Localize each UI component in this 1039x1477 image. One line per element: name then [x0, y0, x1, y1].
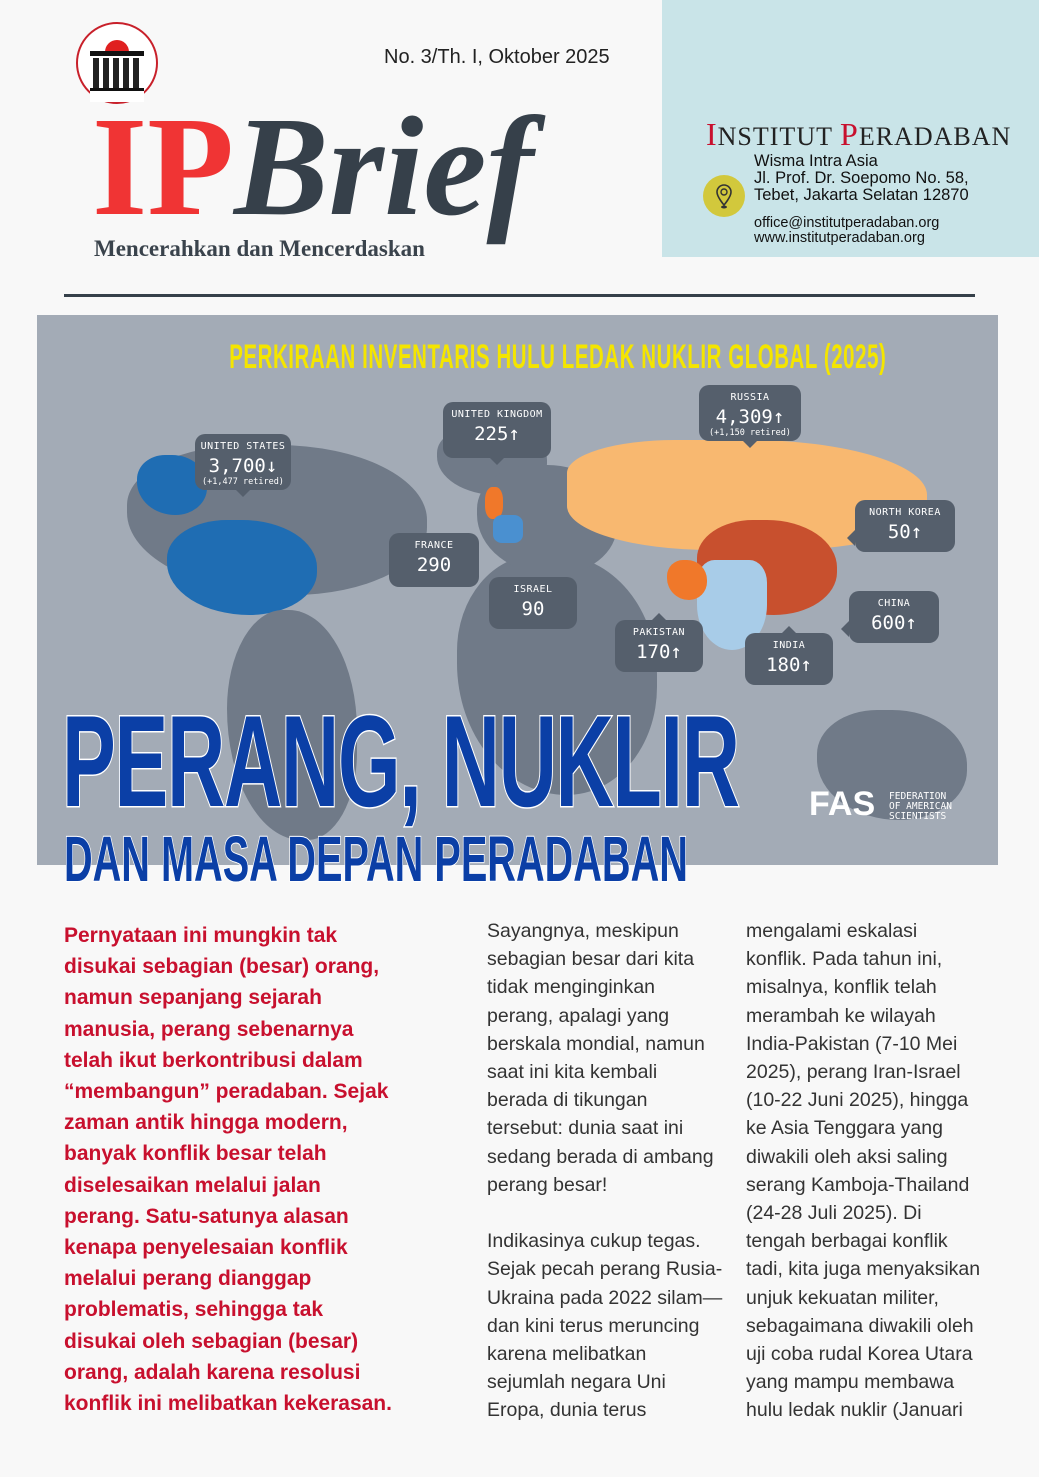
text-line: perang, apalagi yang	[487, 1004, 670, 1027]
text-line: Pernyataan ini mungkin tak	[64, 924, 338, 947]
text-line: diselesaikan melalui jalan	[64, 1173, 321, 1197]
text-line: problematis, sehingga tak	[64, 1298, 324, 1322]
text-line: hulu ledak nuklir (Januari	[746, 1399, 963, 1422]
callout-pakistan: PAKISTAN 170↑	[615, 620, 703, 672]
text-line: yang mampu membawa	[746, 1371, 955, 1394]
text-line: berada di tikungan	[487, 1089, 648, 1112]
fas-logo: FAS	[809, 785, 876, 823]
text-line	[487, 1199, 722, 1227]
ipbrief-masthead: IPBrief	[92, 87, 534, 245]
issue-number: No. 3/Th. I, Oktober 2025	[384, 46, 610, 68]
callout-north-korea: NORTH KOREA 50↑	[855, 500, 955, 552]
text-line: sebagian besar dari kita	[487, 948, 695, 971]
text-line: sebagaimana diwakili oleh	[746, 1314, 974, 1337]
text-line: telah ikut berkontribusi dalam	[64, 1048, 363, 1072]
text-line: “membangun” peradaban. Sejak	[64, 1080, 389, 1104]
callout-russia: RUSSIA 4,309↑ (+1,150 retired)	[699, 385, 801, 441]
callout-united-kingdom: UNITED KINGDOM 225↑	[443, 402, 551, 458]
institute-contact	[754, 216, 939, 246]
text-line: tadi, kita juga menyaksikan	[746, 1258, 981, 1281]
website-link[interactable]: www.institutperadaban.org	[754, 230, 925, 246]
text-line: Sayangnya, meskipun	[487, 920, 679, 942]
text-line: merambah ke wilayah	[746, 1004, 936, 1027]
land-france	[493, 515, 523, 543]
text-line: namun sepanjang sejarah	[64, 986, 322, 1010]
land-united-states	[167, 520, 317, 615]
lead-paragraph	[64, 920, 392, 1419]
text-line: Eropa, dunia terus	[487, 1399, 647, 1422]
text-line: zaman antik hingga modern,	[64, 1111, 348, 1135]
text-line: tidak menginginkan	[487, 976, 656, 999]
text-line: Indikasinya cukup tegas.	[487, 1230, 701, 1253]
body-column-3	[746, 917, 980, 1425]
text-line: 2025), perang Iran-Israel	[746, 1061, 961, 1084]
text-line: (24-28 Juli 2025). Di	[746, 1202, 922, 1225]
text-line: ke Asia Tenggara yang	[746, 1117, 943, 1140]
text-line: banyak konflik besar telah	[64, 1142, 327, 1166]
text-line: melalui perang dianggap	[64, 1267, 312, 1291]
text-line: Ukraina pada 2022 silam—	[487, 1286, 723, 1309]
callout-israel: ISRAEL 90	[489, 577, 577, 629]
text-line: serang Kamboja-Thailand	[746, 1173, 970, 1196]
headline: PERANG, NUKLIR	[62, 688, 739, 834]
body-column-2	[487, 917, 722, 1425]
map-title: PERKIRAAN INVENTARIS HULU LEDAK NUKLIR GLOBAL (2025)	[229, 338, 887, 376]
callout-china: CHINA 600↑	[849, 591, 939, 643]
text-line: disukai oleh sebagian (besar)	[64, 1329, 359, 1353]
text-line: berskala mondial, namun	[487, 1032, 705, 1055]
land-pakistan	[667, 560, 707, 600]
text-line: sejumlah negara Uni	[487, 1371, 666, 1394]
text-line: mengalami eskalasi	[746, 920, 918, 942]
text-line: Sejak pecah perang Rusia-	[487, 1258, 723, 1281]
text-line: uji coba rudal Korea Utara	[746, 1343, 973, 1366]
subheadline: DAN MASA DEPAN PERADABAN	[64, 823, 688, 895]
text-line: karena melibatkan	[487, 1343, 647, 1366]
fas-name: FEDERATION OF AMERICAN SCIENTISTS	[889, 791, 952, 822]
text-line: orang, adalah karena resolusi	[64, 1360, 361, 1384]
tagline: Mencerahkan dan Mencerdaskan	[94, 236, 425, 261]
institute-name: INSTITUT PERADABAN	[706, 116, 1012, 152]
institute-address: Wisma Intra Asia Jl. Prof. Dr. Soepomo No. 58, Tebet, Jakarta Selatan 12870	[754, 152, 969, 204]
text-line: tersebut: dunia saat ini	[487, 1117, 684, 1140]
text-line: diwakili oleh aksi saling	[746, 1145, 948, 1168]
text-line: perang besar!	[487, 1173, 608, 1196]
text-line: India-Pakistan (7-10 Mei	[746, 1032, 958, 1055]
text-line: saat ini kita kembali	[487, 1061, 658, 1084]
text-line: tengah berbagai konflik	[746, 1230, 948, 1253]
text-line: disukai sebagian (besar) orang,	[64, 955, 380, 979]
text-line: unjuk kekuatan militer,	[746, 1286, 939, 1309]
text-line: perang. Satu-satunya alasan	[64, 1204, 349, 1228]
callout-united-states: UNITED STATES 3,700↓ (+1,477 retired)	[195, 434, 291, 490]
text-line: sedang berada di ambang	[487, 1145, 714, 1168]
text-line: kenapa penyelesaian konflik	[64, 1236, 348, 1260]
text-line: konflik. Pada tahun ini,	[746, 948, 943, 971]
location-pin-icon	[703, 175, 745, 217]
callout-india: INDIA 180↑	[745, 633, 833, 685]
header-divider	[64, 294, 975, 297]
text-line: dan kini terus meruncing	[487, 1314, 700, 1337]
text-line: konflik ini melibatkan kekerasan.	[64, 1392, 392, 1416]
callout-france: FRANCE 290	[389, 533, 479, 587]
text-line: misalnya, konflik telah	[746, 976, 937, 999]
text-line: (10-22 Juni 2025), hingga	[746, 1089, 969, 1112]
email-link[interactable]: office@institutperadaban.org	[754, 215, 940, 231]
text-line: manusia, perang sebenarnya	[64, 1017, 354, 1041]
